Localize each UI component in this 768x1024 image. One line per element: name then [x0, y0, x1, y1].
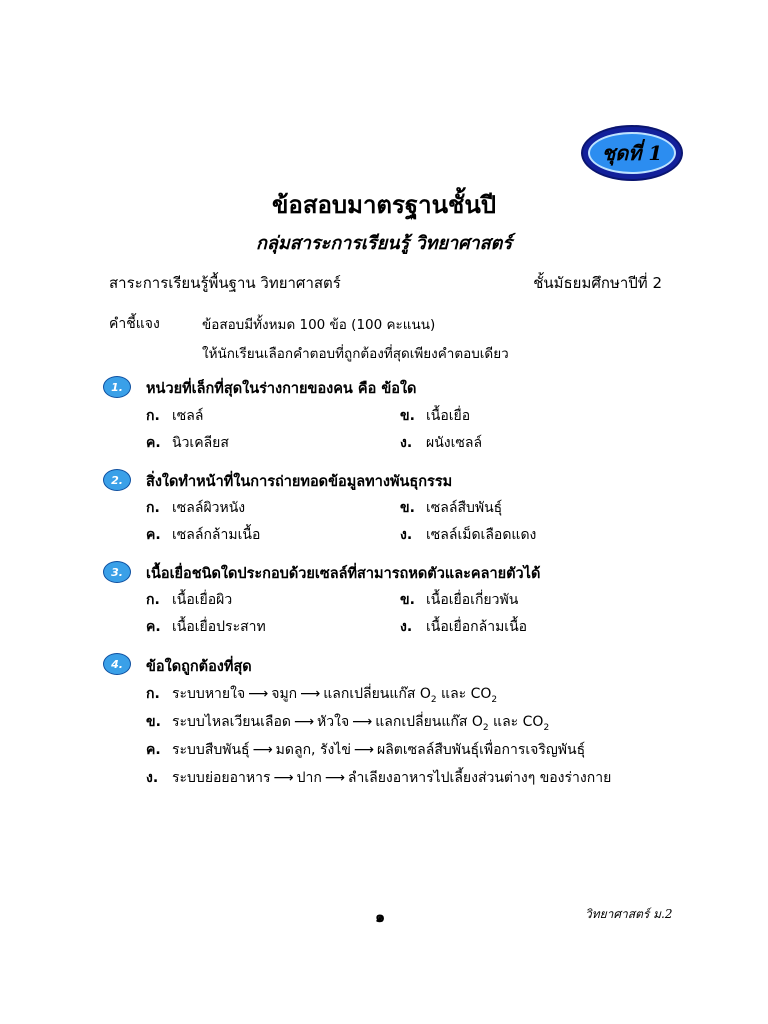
choice-text: เซลล์เม็ดเลือดแดง [426, 527, 537, 543]
choice-option[interactable] [146, 767, 611, 789]
choice-option[interactable] [400, 432, 482, 454]
right-arrow-icon: ⟶ [352, 714, 373, 730]
choice-label: ก. [146, 408, 160, 424]
instructions-label: คำชี้แจง [109, 316, 160, 332]
choice-system: ระบบไหลเวียนเลือด [172, 714, 291, 730]
choice-function: แลกเปลี่ยนแก๊ส O [375, 714, 483, 730]
choice-text: เซลล์กล้ามเนื้อ [172, 527, 261, 543]
choice-text: เนื้อเยื่อเกี่ยวพัน [426, 592, 519, 608]
choice-organ: ปาก [296, 770, 322, 786]
choice-text: เซลล์สืบพันธุ์ [426, 500, 503, 516]
choice-label: ง. [146, 770, 159, 786]
exam-subtitle: กลุ่มสาระการเรียนรู้ วิทยาศาสตร์ [255, 233, 512, 254]
right-arrow-icon: ⟶ [248, 686, 269, 702]
choice-text: เนื้อเยื่อผิว [172, 592, 233, 608]
question-text: หน่วยที่เล็กที่สุดในร่างกายของคน คือ ข้อใด [146, 381, 417, 397]
choice-organ: หัวใจ [317, 714, 350, 730]
choice-label: ง. [400, 435, 413, 451]
question-number-badge: 4. [103, 653, 131, 675]
instructions-line-1: ข้อสอบมีทั้งหมด 100 ข้อ (100 คะแนน) [202, 317, 436, 333]
choice-label: ค. [146, 742, 161, 758]
choice-option[interactable] [146, 589, 232, 611]
choice-option[interactable] [146, 711, 549, 733]
choice-text: เนื้อเยื่อประสาท [172, 619, 266, 635]
choice-system: ระบบสืบพันธุ์ [172, 742, 250, 758]
right-arrow-icon: ⟶ [324, 770, 345, 786]
choice-system: ระบบย่อยอาหาร [172, 770, 271, 786]
choice-text: เซลล์ผิวหนัง [172, 500, 246, 516]
choice-option[interactable] [400, 405, 470, 427]
choice-option[interactable] [146, 524, 260, 546]
right-arrow-icon: ⟶ [300, 686, 321, 702]
learning-strand: สาระการเรียนรู้พื้นฐาน วิทยาศาสตร์ [109, 274, 341, 292]
page-number: ๑ [375, 907, 386, 926]
subscript: 2 [543, 722, 550, 733]
choice-organ: จมูก [271, 686, 298, 702]
exam-title: ข้อสอบมาตรฐานชั้นปี [272, 190, 496, 219]
choice-text: ผนังเซลล์ [426, 435, 483, 451]
choice-label: ง. [400, 527, 413, 543]
question-number-badge: 1. [103, 376, 131, 398]
choice-option[interactable] [400, 497, 502, 519]
question-text: เนื้อเยื่อชนิดใดประกอบด้วยเซลล์ที่สามารถหดตัวและคลายตัวได้ [146, 566, 541, 582]
question-number-badge: 2. [103, 469, 131, 491]
choice-system: ระบบหายใจ [172, 686, 246, 702]
choice-option[interactable] [146, 497, 245, 519]
choice-label: ก. [146, 592, 160, 608]
right-arrow-icon: ⟶ [273, 770, 294, 786]
choice-option[interactable] [400, 589, 518, 611]
choice-text: นิวเคลียส [172, 435, 229, 451]
choice-text: เนื้อเยื่อกล้ามเนื้อ [426, 619, 528, 635]
subscript: 2 [430, 694, 437, 705]
choice-label: ข. [400, 408, 415, 424]
choice-function: ลำเลียงอาหารไปเลี้ยงส่วนต่างๆ ของร่างกาย [347, 770, 612, 786]
question-text: สิ่งใดทำหน้าที่ในการถ่ายทอดข้อมูลทางพันธุกรรม [146, 474, 453, 490]
right-arrow-icon: ⟶ [252, 742, 273, 758]
subscript: 2 [491, 694, 498, 705]
choice-option[interactable] [400, 616, 527, 638]
right-arrow-icon: ⟶ [293, 714, 315, 730]
choice-option[interactable] [146, 616, 266, 638]
choice-option[interactable] [146, 405, 203, 427]
choice-label: ก. [146, 500, 160, 516]
footer-subject: วิทยาศาสตร์ ม.2 [585, 907, 673, 921]
choice-label: ข. [400, 592, 415, 608]
choice-label: ข. [400, 500, 415, 516]
choice-label: ก. [146, 686, 160, 702]
instructions-line-2: ให้นักเรียนเลือกคำตอบที่ถูกต้องที่สุดเพียงคำตอบเดียว [202, 346, 509, 362]
choice-label: ค. [146, 527, 161, 543]
set-badge-label: ชุดที่ 1 [601, 141, 663, 165]
choice-function: ผลิตเซลล์สืบพันธุ์เพื่อการเจริญพันธุ์ [377, 742, 586, 758]
choice-label: ข. [146, 714, 161, 730]
choice-text: เซลล์ [172, 408, 204, 424]
subscript: 2 [482, 722, 489, 733]
choice-label: ค. [146, 619, 161, 635]
right-arrow-icon: ⟶ [353, 742, 374, 758]
choice-option[interactable] [400, 524, 536, 546]
choice-option[interactable] [146, 432, 229, 454]
set-badge [583, 127, 681, 179]
question-text: ข้อใดถูกต้องที่สุด [146, 659, 252, 675]
choice-option[interactable] [146, 683, 497, 705]
choice-function: และ CO [436, 686, 492, 702]
question-number-badge: 3. [103, 561, 131, 583]
choice-option[interactable] [146, 739, 585, 761]
choice-label: ง. [400, 619, 413, 635]
grade-level: ชั้นมัธยมศึกษาปีที่ 2 [533, 274, 662, 292]
choice-text: เนื้อเยื่อ [426, 408, 471, 424]
choice-organ: มดลูก, รังไข่ [275, 742, 351, 758]
choice-label: ค. [146, 435, 161, 451]
choice-function: แลกเปลี่ยนแก๊ส O [323, 686, 431, 702]
choice-function: และ CO [488, 714, 544, 730]
